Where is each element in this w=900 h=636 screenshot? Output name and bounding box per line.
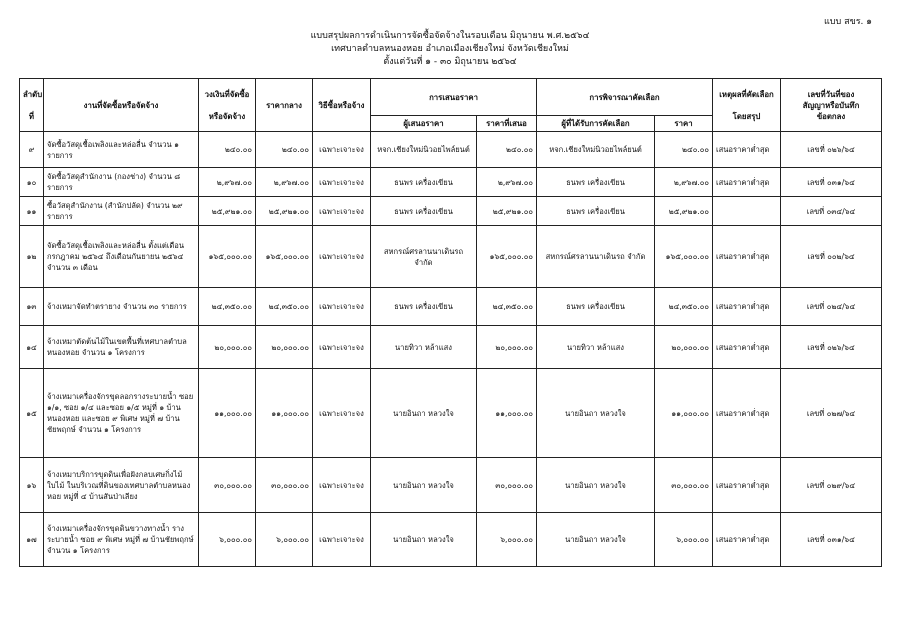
median-price: ๒๔,๓๕๐.๐๐ [256, 288, 313, 326]
median-price: ๒๕,๙๒๑.๐๐ [256, 197, 313, 226]
offerer-name: หจก.เชียงใหม่นิวอยไพล์ยนต์ [371, 132, 477, 168]
procurement-method: เฉพาะเจาะจง [313, 288, 371, 326]
item-description: จ้างเหมาเครื่องจักรขุดลอกรางระบายน้ำ ซอย ๑/๑, ซอย ๑/๔ และซอย ๑/๕ หมู่ที่ ๑ บ้านหนองหอย และซอย ๙ พิเศษ หมู่ที่ ๗ บ้านชัยพฤกษ์ จำนวน ๑ โครงการ [44, 369, 199, 458]
table-row [20, 168, 882, 197]
median-price: ๖,๐๐๐.๐๐ [256, 513, 313, 567]
row-number: ๑๖ [20, 458, 44, 513]
row-number: ๑๑ [20, 197, 44, 226]
offer-price: ๓๐,๐๐๐.๐๐ [477, 458, 537, 513]
contract-number: เลขที่ ๐๒๗/๖๔ [781, 369, 882, 458]
form-code: แบบ สขร. ๑ [823, 17, 872, 27]
offerer-name: สหกรณ์ศรลานนาเดินรถ จำกัด [371, 226, 477, 288]
selected-price: ๒๕,๙๒๑.๐๐ [655, 197, 713, 226]
contract-number: เลขที่ ๐๒๖/๖๔ [781, 132, 882, 168]
item-description: จัดซื้อวัสดุเชื้อเพลิงและหล่อลื่น จำนวน ๑ รายการ [44, 132, 199, 168]
report-organization: เทศบาลตำบลหนองหอย อำเภอเมืองเชียงใหม่ จังหวัดเชียงใหม่ [331, 44, 569, 54]
offer-price: ๒๐,๐๐๐.๐๐ [477, 326, 537, 369]
item-description: จ้างเหมาจัดทำตรายาง จำนวน ๓๐ รายการ [44, 288, 199, 326]
report-title: แบบสรุปผลการดำเนินการจัดซื้อจัดจ้างในรอบเดือน มิถุนายน พ.ศ.๒๕๖๔ [310, 31, 590, 41]
col-header-selection: การพิจารณาคัดเลือก [537, 79, 713, 116]
contract-number: เลขที่ ๐๒๙/๖๔ [781, 458, 882, 513]
col-header-item: งานที่จัดซื้อหรือจัดจ้าง [44, 79, 199, 132]
selection-reason: เสนอราคาต่ำสุด [713, 513, 781, 567]
item-description: จ้างเหมาเครื่องจักรขุดดินขวางทางน้ำ รางระบายน้ำ ซอย ๙ พิเศษ หมู่ที่ ๗ บ้านชัยพฤกษ์ จำนวน ๑ โครงการ [44, 513, 199, 567]
selected-vendor: ธนพร เครื่องเขียน [537, 168, 655, 197]
selection-reason: เสนอราคาต่ำสุด [713, 288, 781, 326]
budget-amount: ๑๖๕,๐๐๐.๐๐ [199, 226, 256, 288]
offer-price: ๑๑,๐๐๐.๐๐ [477, 369, 537, 458]
selection-reason [713, 197, 781, 226]
selection-reason: เสนอราคาต่ำสุด [713, 168, 781, 197]
selection-reason: เสนอราคาต่ำสุด [713, 226, 781, 288]
selection-reason: เสนอราคาต่ำสุด [713, 458, 781, 513]
offer-price: ๒๔,๓๕๐.๐๐ [477, 288, 537, 326]
budget-amount: ๒๔,๓๕๐.๐๐ [199, 288, 256, 326]
selected-vendor: นายอินถา หลวงใจ [537, 458, 655, 513]
row-number: ๑๒ [20, 226, 44, 288]
col-header-selected-price: ราคา [655, 116, 713, 132]
procurement-method: เฉพาะเจาะจง [313, 326, 371, 369]
col-header-method: วิธีซื้อหรือจ้าง [313, 79, 371, 132]
table-row [20, 132, 882, 168]
item-description: ซื้อวัสดุสำนักงาน (สำนักปลัด) จำนวน ๒๙ รายการ [44, 197, 199, 226]
budget-amount: ๒,๙๖๗.๐๐ [199, 168, 256, 197]
budget-amount: ๓๐,๐๐๐.๐๐ [199, 458, 256, 513]
procurement-method: เฉพาะเจาะจง [313, 132, 371, 168]
col-header-selected: ผู้ที่ได้รับการคัดเลือก [537, 116, 655, 132]
selection-reason: เสนอราคาต่ำสุด [713, 369, 781, 458]
row-number: ๑๔ [20, 326, 44, 369]
procurement-method: เฉพาะเจาะจง [313, 168, 371, 197]
offerer-name: นายอินถา หลวงใจ [371, 458, 477, 513]
selected-vendor: ธนพร เครื่องเขียน [537, 288, 655, 326]
selected-vendor: นายอินถา หลวงใจ [537, 369, 655, 458]
item-description: จัดซื้อวัสดุเชื้อเพลิงและหล่อลื่น ตั้งแต่เดือนกรกฎาคม ๒๕๖๔ ถึงเดือนกันยายน ๒๕๖๔ จำนวน ๓ เดือน [44, 226, 199, 288]
median-price: ๒๔๐.๐๐ [256, 132, 313, 168]
selection-reason: เสนอราคาต่ำสุด [713, 326, 781, 369]
table-row [20, 513, 882, 567]
row-number: ๑๗ [20, 513, 44, 567]
col-header-no: ลำดับ ที่ [20, 79, 44, 132]
selected-vendor: หจก.เชียงใหม่นิวอยไพล์ยนต์ [537, 132, 655, 168]
selected-price: ๒๐,๐๐๐.๐๐ [655, 326, 713, 369]
item-description: จ้างเหมาบริการขุดดินเพื่อฝังกลบเศษกิ่งไม้ใบไม้ ในบริเวณที่ดินของเทศบาลตำบลหนองหอย หมู่ที่ ๔ บ้านสันป่าเลียง [44, 458, 199, 513]
budget-amount: ๒๕,๙๒๑.๐๐ [199, 197, 256, 226]
selected-vendor: นายทิวา หล้าแสง [537, 326, 655, 369]
item-description: จัดซื้อวัสดุสำนักงาน (กองช่าง) จำนวน ๘ รายการ [44, 168, 199, 197]
table-row [20, 458, 882, 513]
median-price: ๑๖๕,๐๐๐.๐๐ [256, 226, 313, 288]
selected-vendor: นายอินถา หลวงใจ [537, 513, 655, 567]
item-description: จ้างเหมาตัดต้นไม้ในเขตพื้นที่เทศบาลตำบลหนองหอย จำนวน ๑ โครงการ [44, 326, 199, 369]
median-price: ๑๑,๐๐๐.๐๐ [256, 369, 313, 458]
col-header-reason: เหตุผลที่คัดเลือก โดยสรุป [713, 79, 781, 132]
row-number: ๙ [20, 132, 44, 168]
row-number: ๑๕ [20, 369, 44, 458]
selected-price: ๑๑,๐๐๐.๐๐ [655, 369, 713, 458]
procurement-method: เฉพาะเจาะจง [313, 369, 371, 458]
table-row [20, 369, 882, 458]
procurement-method: เฉพาะเจาะจง [313, 197, 371, 226]
budget-amount: ๑๑,๐๐๐.๐๐ [199, 369, 256, 458]
offerer-name: นายทิวา หล้าแสง [371, 326, 477, 369]
procurement-method: เฉพาะเจาะจง [313, 513, 371, 567]
offerer-name: ธนพร เครื่องเขียน [371, 168, 477, 197]
col-header-offer: การเสนอราคา [371, 79, 537, 116]
report-header [0, 30, 900, 69]
col-header-median-price: ราคากลาง [256, 79, 313, 132]
contract-number: เลขที่ ๐๓๑/๖๔ [781, 168, 882, 197]
contract-number: เลขที่ ๐๒๔/๖๔ [781, 288, 882, 326]
offer-price: ๒๕,๙๒๑.๐๐ [477, 197, 537, 226]
selected-price: ๒๔,๓๕๐.๐๐ [655, 288, 713, 326]
offer-price: ๑๖๕,๐๐๐.๐๐ [477, 226, 537, 288]
selected-price: ๓๐,๐๐๐.๐๐ [655, 458, 713, 513]
report-period: ตั้งแต่วันที่ ๑ - ๓๐ มิถุนายน ๒๕๖๔ [383, 57, 517, 67]
selected-vendor: ธนพร เครื่องเขียน [537, 197, 655, 226]
offer-price: ๒๔๐.๐๐ [477, 132, 537, 168]
row-number: ๑๐ [20, 168, 44, 197]
selected-vendor: สหกรณ์ศรลานนาเดินรถ จำกัด [537, 226, 655, 288]
row-number: ๑๓ [20, 288, 44, 326]
contract-number: เลขที่ ๐๐๒/๖๔ [781, 226, 882, 288]
selected-price: ๒,๙๖๗.๐๐ [655, 168, 713, 197]
selected-price: ๖,๐๐๐.๐๐ [655, 513, 713, 567]
selected-price: ๑๖๕,๐๐๐.๐๐ [655, 226, 713, 288]
procurement-table [19, 78, 882, 567]
contract-number: เลขที่ ๐๓๔/๖๔ [781, 197, 882, 226]
table-row [20, 197, 882, 226]
offerer-name: ธนพร เครื่องเขียน [371, 288, 477, 326]
offer-price: ๒,๙๖๗.๐๐ [477, 168, 537, 197]
col-header-contract: เลขที่วันที่ของ สัญญาหรือบันทึก ข้อตกลง [781, 79, 882, 132]
offer-price: ๖,๐๐๐.๐๐ [477, 513, 537, 567]
procurement-method: เฉพาะเจาะจง [313, 458, 371, 513]
table-row [20, 288, 882, 326]
selected-price: ๒๔๐.๐๐ [655, 132, 713, 168]
budget-amount: ๒๔๐.๐๐ [199, 132, 256, 168]
budget-amount: ๖,๐๐๐.๐๐ [199, 513, 256, 567]
table-row [20, 226, 882, 288]
median-price: ๓๐,๐๐๐.๐๐ [256, 458, 313, 513]
procurement-method: เฉพาะเจาะจง [313, 226, 371, 288]
budget-amount: ๒๐,๐๐๐.๐๐ [199, 326, 256, 369]
contract-number: เลขที่ ๐๒๖/๖๔ [781, 326, 882, 369]
table-row [20, 326, 882, 369]
contract-number: เลขที่ ๐๓๑/๖๔ [781, 513, 882, 567]
col-header-budget: วงเงินที่จัดซื้อ หรือจัดจ้าง [199, 79, 256, 132]
offerer-name: ธนพร เครื่องเขียน [371, 197, 477, 226]
offerer-name: นายอินถา หลวงใจ [371, 513, 477, 567]
median-price: ๒๐,๐๐๐.๐๐ [256, 326, 313, 369]
offerer-name: นายอินถา หลวงใจ [371, 369, 477, 458]
col-header-offer-price: ราคาที่เสนอ [477, 116, 537, 132]
selection-reason: เสนอราคาต่ำสุด [713, 132, 781, 168]
median-price: ๒,๙๖๗.๐๐ [256, 168, 313, 197]
col-header-offerer: ผู้เสนอราคา [371, 116, 477, 132]
